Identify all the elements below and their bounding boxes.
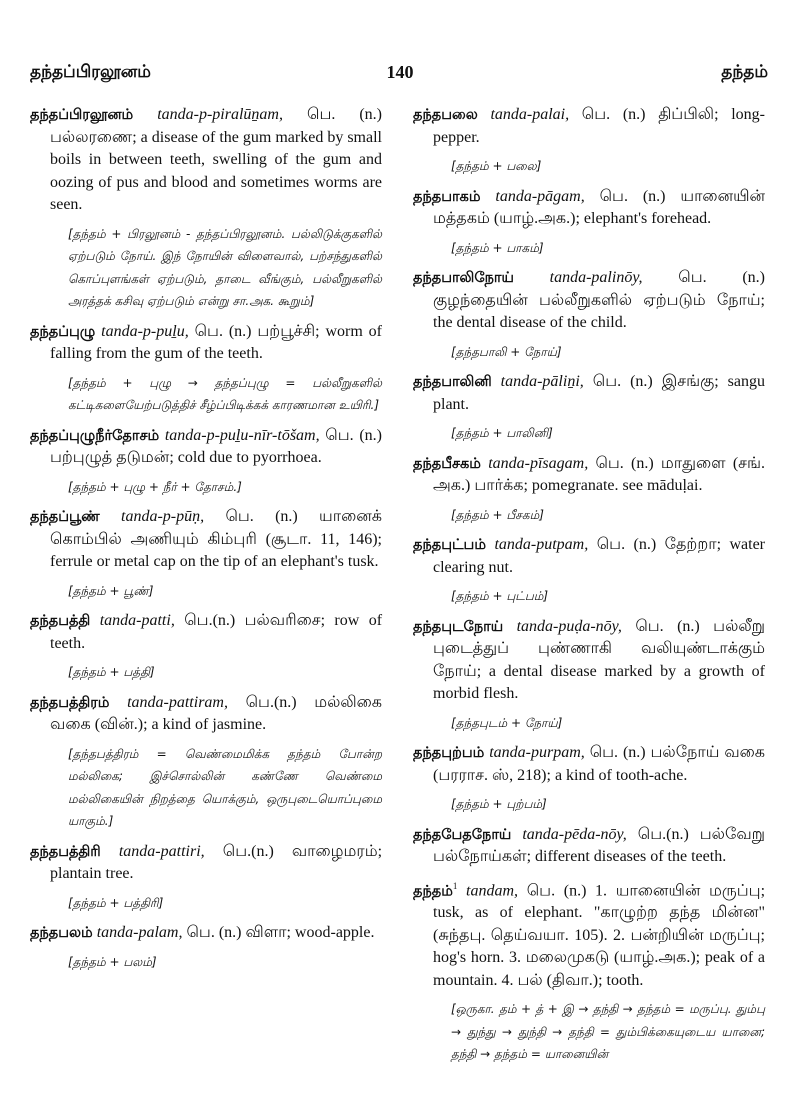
headword: தந்தபுட்பம் (413, 537, 486, 553)
dictionary-entry (30, 506, 382, 602)
running-head-left: தந்தப்பிரலூனம் (30, 62, 151, 82)
definition: பெ. (n.) பல்லீறு புடைத்துப் புண்ணாகி வலியுண்டாக்கும் நோய்; a dental disease marked by a growth of morbid flesh. (433, 617, 766, 702)
etymology: [தந்தம் + பலம்] (68, 954, 157, 969)
entry-text (30, 506, 382, 574)
entry-text (30, 610, 382, 655)
romanization: tanda-puḍa-nōy, (516, 617, 622, 635)
romanization: tanda-pattiri, (118, 842, 205, 860)
etymology: [தந்தம் + பூண்] (68, 583, 154, 598)
headword: தந்தப்புழு (30, 323, 96, 340)
headword: தந்தபாலினி (413, 374, 492, 390)
headword: தந்தபேதநோய் (413, 826, 512, 843)
dictionary-entry (413, 104, 765, 178)
entry-text (30, 425, 382, 470)
definition: பெ. (n.) பற்பூச்சி; worm of falling from the gum of the teeth. (50, 322, 382, 362)
romanization: tanda-p-pūṇ, (121, 508, 205, 525)
entry-text (413, 267, 765, 335)
headword: தந்தபலை (413, 107, 478, 123)
romanization: tandam, (466, 881, 519, 899)
etymology: [தந்தபாலி + நோய்] (451, 344, 562, 359)
dictionary-entry (413, 824, 765, 869)
romanization: tanda-pāliṉi, (500, 373, 584, 390)
etymology: [தந்தம் + புற்பம்] (451, 797, 547, 811)
definition: பெ.(n.) வாழைமரம்; plantain tree. (50, 842, 383, 882)
definition: பெ. (n.) மாதுளை (சங். அக.) பார்க்க; pomegranate. see māduḷai. (433, 454, 766, 494)
romanization: tanda-purpam, (489, 744, 585, 761)
romanization: tanda-p-puḻu-nīr-tōšam, (164, 426, 320, 444)
headword: தந்தப்புழுநீர்தோசம் (30, 427, 160, 444)
definition: பெ. (n.) பல்லரணை; a disease of the gum marked by small boils in between teeth, swelling of the gum and oozing of pus and blood and sometimes worms are seen. (50, 106, 383, 213)
headword: தந்தப்பூண் (30, 509, 100, 525)
dictionary-entry (413, 534, 765, 608)
romanization: tanda-patti, (99, 612, 175, 629)
headword: தந்தபத்திரி (30, 843, 101, 860)
headword: தந்தபுடநோய் (413, 618, 504, 635)
dictionary-entry (413, 742, 765, 816)
entry-text (413, 742, 765, 787)
etymology: [தந்தம் + புழு + நீர் + தோசம்.] (68, 479, 242, 494)
etymology: [தந்தபத்திரம் = வெண்மைமிக்க தந்தம் போன்ற மல்லிகை; இச்சொல்லின் கண்ணே வெண்மை மல்லிகையின் நிறத்தை யொக்கும், ஒருபுடையொப்புமை யாகும்.] (68, 746, 382, 828)
etymology: [தந்தம் + பலை] (451, 159, 542, 173)
left-column (30, 104, 382, 981)
romanization: tanda-palai, (490, 106, 570, 123)
entry-text (30, 692, 382, 737)
dictionary-entry (30, 841, 382, 915)
definition: பெ. (n.) யானையின் மத்தகம் (யாழ்.அக.); elephant's forehead. (433, 187, 766, 227)
definition: பெ. (n.) விளா; wood-apple. (186, 924, 375, 941)
etymology: [ஒருகா. தம் + த் + இ → தந்தி → தந்தம் = மருப்பு. தும்பு → துந்து → துந்தி → தந்தி = தும்பிக்கையுடைய யானை; தந்தி → தந்தம் = யானையின் (451, 1002, 765, 1062)
romanization: tanda-palinōy, (549, 269, 643, 286)
headword: தந்தப்பிரலூனம் (30, 107, 134, 123)
dictionary-entry (30, 104, 382, 313)
dictionary-entry (413, 186, 765, 260)
headword: தந்தம் (413, 882, 453, 899)
entry-text (30, 841, 382, 886)
etymology: [தந்தம் + புழு → தந்தப்புழு = பல்லீறுகளில் கட்டிகளையேற்படுத்திச் சீழ்ப்பிடிக்கக் காரணமான உயிரி.] (68, 375, 382, 412)
headword: தந்தபத்தி (30, 613, 91, 629)
dictionary-entry (413, 616, 765, 735)
etymology: [தந்தம் + பத்தி] (68, 665, 155, 679)
etymology: [தந்தம் + பத்திரி] (68, 895, 164, 910)
headword: தந்தபுற்பம் (413, 745, 485, 761)
dictionary-entry (30, 425, 382, 499)
entry-text (413, 875, 765, 993)
dictionary-entry (413, 371, 765, 445)
entry-text (413, 824, 765, 869)
homonym-number: 1 (452, 880, 458, 891)
romanization: tanda-p-puḻu, (101, 322, 189, 340)
dictionary-entry (30, 692, 382, 833)
definition: பெ. (n.) யானைக் கொம்பில் அணியும் கிம்புரி (சூடா. 11, 146); ferrule or metal cap on the tip of an elephant's tusk. (50, 508, 383, 570)
romanization: tanda-palam, (96, 924, 183, 941)
entry-text (30, 321, 382, 366)
definition: பெ.(n.) பல்வேறு பல்நோய்கள்; different diseases of the teeth. (433, 825, 765, 865)
etymology: [தந்தபுடம் + நோய்] (451, 715, 563, 730)
dictionary-entry (30, 922, 382, 973)
romanization: tanda-pīsagam, (488, 454, 589, 472)
definition: பெ.(n.) பல்வரிசை; row of teeth. (50, 612, 383, 652)
dictionary-entry (30, 610, 382, 684)
etymology: [தந்தம் + பிரலூனம் - தந்தப்பிரலூனம். பல்லிடுக்குகளில் ஏற்படும் நோய். இந் நோயின் விளைவால், பற்சந்துகளில் கொப்புளங்கள் ஏற்படும், தாடை வீங்கும், பல்லீறுகளில் அரத்தக் கசிவு ஏற்படும் என்று சா.அக. கூறும்] (68, 226, 382, 308)
entry-text (413, 534, 765, 579)
dictionary-entry (413, 875, 765, 1066)
definition: பெ. (n.) பல்நோய் வகை (பரராச. ஸ், 218); a kind of tooth-ache. (433, 744, 765, 784)
headword: தந்தபீசகம் (413, 455, 481, 472)
romanization: tanda-pattiram, (127, 693, 228, 711)
right-column (413, 104, 765, 1074)
headword: தந்தபாலிநோய் (413, 270, 514, 286)
definition: பெ. (n.) தேற்றா; water clearing nut. (433, 536, 766, 576)
running-head-right: தந்தம் (721, 62, 768, 82)
romanization: tanda-putpam, (494, 536, 589, 553)
definition: பெ. (n.) திப்பிலி; long-pepper. (433, 106, 765, 146)
entry-text (413, 453, 765, 498)
definition: பெ. (n.) குழந்தையின் பல்லீறுகளில் ஏற்படும் நோய்; the dental disease of the child. (433, 269, 765, 331)
dictionary-entry (30, 321, 382, 417)
romanization: tanda-pēda-nōy, (522, 825, 627, 843)
definition: பெ.(n.) மல்லிகை வகை (வின்.); a kind of jasmine. (50, 693, 383, 733)
page-number: 140 (386, 62, 414, 82)
definition: பெ. (n.) பற்புழுத் தடுமன்; cold due to pyorrhoea. (50, 426, 382, 466)
etymology: [தந்தம் + புட்பம்] (451, 589, 549, 603)
entry-text (30, 104, 382, 217)
entry-text (413, 104, 765, 149)
headword: தந்தபாகம் (413, 188, 481, 205)
headword: தந்தபத்திரம் (30, 694, 110, 711)
entry-text (413, 371, 765, 416)
entry-text (413, 616, 765, 706)
romanization: tanda-p-piralūṉam, (157, 106, 283, 123)
entry-text (30, 922, 382, 945)
etymology: [தந்தம் + பீசகம்] (451, 507, 544, 522)
headword: தந்தபலம் (30, 925, 93, 941)
definition: பெ. (n.) இசங்கு; sangu plant. (433, 373, 765, 413)
etymology: [தந்தம் + பாலினி] (451, 426, 553, 440)
romanization: tanda-pāgam, (495, 187, 585, 205)
dictionary-entry (413, 453, 765, 527)
definition: பெ. (n.) 1. யானையின் மருப்பு; tusk, as of elephant. "காழுற்ற தந்த மின்ன" (சுந்தபு. தெய்வயா. 105). 2. பன்றியின் மருப்பு; hog's horn. 3. மலைமுகடு (யாழ்.அக.); peak of a mountain. 4. பல் (திவா.); tooth. (433, 881, 766, 989)
etymology: [தந்தம் + பாகம்] (451, 240, 544, 255)
dictionary-entry (413, 267, 765, 363)
entry-text (413, 186, 765, 231)
